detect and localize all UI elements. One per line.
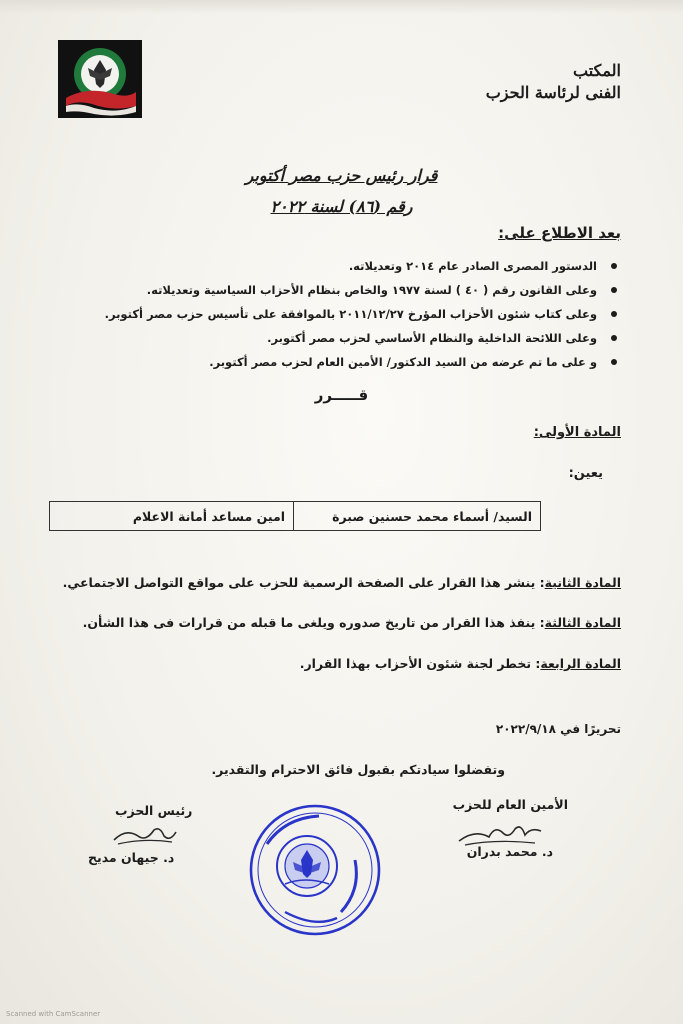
list-item: الدستور المصرى الصادر عام ٢٠١٤ وتعديلاته. xyxy=(61,254,621,278)
party-stamp xyxy=(245,800,385,940)
article-4-text: : تخطر لجنة شئون الأحزاب بهذا القرار. xyxy=(299,656,541,671)
appointee-position: امين مساعد أمانة الاعلام xyxy=(50,502,294,531)
article-3-label: المادة الثالثة xyxy=(544,615,621,630)
page-edge-shadow xyxy=(0,0,683,14)
references-list xyxy=(61,254,621,374)
after-review-heading: بعد الاطلاع على: xyxy=(498,224,621,242)
secretary-name: د. محمد بدران xyxy=(466,844,553,859)
article-4-label: المادة الرابعة xyxy=(540,656,621,671)
decision-title: قرار رئيس حزب مصر أكتوبر xyxy=(245,166,438,185)
office-header xyxy=(486,60,621,104)
office-line-2: الفنى لرئاسة الحزب xyxy=(485,83,621,102)
article-1-label: المادة الأولى: xyxy=(533,425,621,440)
issue-date: تحريرًا في ٢٠٢٢/٩/١٨ xyxy=(495,722,621,736)
article-2-label: المادة الثانية xyxy=(544,575,621,590)
president-name: د. جيهان مديح xyxy=(88,850,175,865)
president-signature xyxy=(110,822,180,848)
article-3 xyxy=(83,615,621,630)
appointee-name: السيد/ أسماء محمد حسنين صبرة xyxy=(294,502,541,531)
decision-number: رقم (٨٦) لسنة ٢٠٢٢ xyxy=(270,197,413,216)
party-logo xyxy=(58,40,142,118)
appointment-table xyxy=(49,501,541,531)
article-2 xyxy=(63,575,621,590)
table-row xyxy=(50,502,541,531)
list-item: و على ما تم عرضه من السيد الدكتور/ الأمين العام لحزب مصر أكتوبر. xyxy=(61,350,621,374)
closing-line: وتفضلوا سيادتكم بقبول فائق الاحترام والتقدير. xyxy=(211,762,505,777)
article-3-text: : ينفذ هذا القرار من تاريخ صدوره ويلغى ما قبله من قرارات فى هذا الشأن. xyxy=(82,615,545,630)
article-4 xyxy=(300,656,621,671)
list-item: وعلى كتاب شئون الأحزاب المؤرخ ٢٠١١/١٢/٢٧ بالموافقة على تأسيس حزب مصر أكتوبر. xyxy=(61,302,621,326)
president-title: رئيس الحزب xyxy=(115,803,193,818)
appoint-label: يعين: xyxy=(568,466,603,481)
decided-heading: قـــــرر xyxy=(314,386,369,404)
scanner-watermark: Scanned with CamScanner xyxy=(6,1010,101,1018)
article-2-text: : ينشر هذا القرار على الصفحة الرسمية للحزب على مواقع التواصل الاجتماعي. xyxy=(62,575,545,590)
office-line-1: المكتب xyxy=(573,61,621,80)
secretary-title: الأمين العام للحزب xyxy=(452,797,568,812)
list-item: وعلى القانون رقم ( ٤٠ ) لسنة ١٩٧٧ والخاص بنظام الأحزاب السياسية وتعديلاته. xyxy=(61,278,621,302)
list-item: وعلى اللائحة الداخلية والنظام الأساسي لحزب مصر أكتوبر. xyxy=(61,326,621,350)
